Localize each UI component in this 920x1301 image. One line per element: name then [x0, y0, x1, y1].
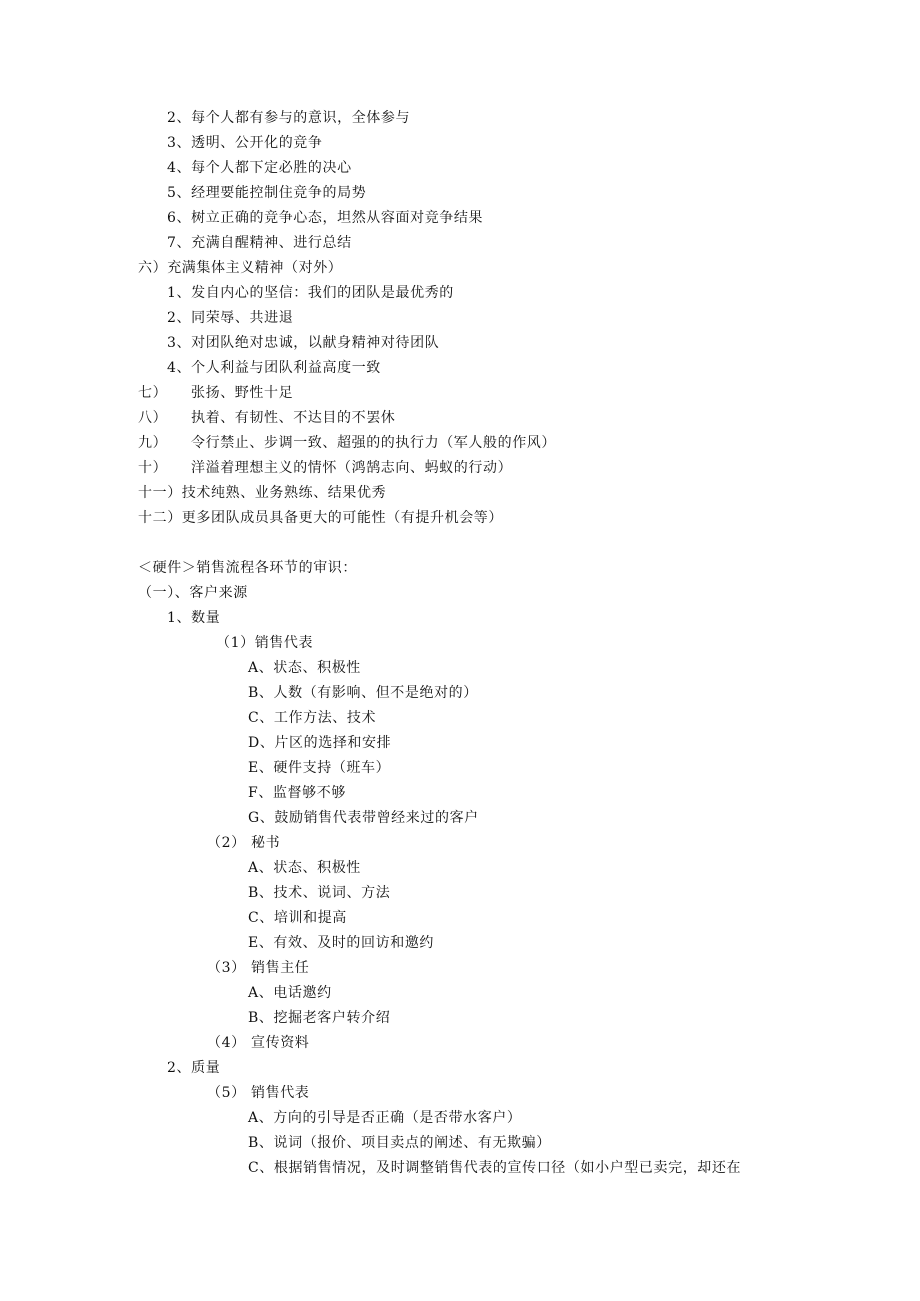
sub-number: （5）	[207, 1085, 246, 1101]
sub-text: 销售主任	[251, 960, 310, 976]
list-item: B、挖掘老客户转介绍	[248, 1010, 391, 1026]
text-line: 2、同荣辱、共进退	[167, 310, 294, 326]
list-item: B、说词（报价、项目卖点的阐述、有无欺骗）	[248, 1135, 551, 1151]
list-item: E、硬件支持（班车）	[248, 760, 391, 776]
section-heading	[138, 408, 395, 428]
text-line: 4、个人利益与团队利益高度一致	[167, 360, 381, 376]
list-item: E、有效、及时的回访和邀约	[248, 935, 435, 951]
list-item: G、鼓励销售代表带曾经来过的客户	[248, 810, 479, 826]
list-item: A、电话邀约	[248, 985, 332, 1001]
section-heading: 十二）更多团队成员具备更大的可能性（有提升机会等）	[138, 510, 503, 526]
section-text: 张扬、野性十足	[191, 385, 294, 401]
text-line: 3、对团队绝对忠诚，以献身精神对待团队	[167, 335, 440, 351]
section-text: 洋溢着理想主义的情怀（鸿鹄志向、蚂蚁的行动）	[191, 460, 513, 476]
section-heading	[138, 433, 556, 453]
sub-heading	[207, 958, 309, 978]
section-number: 八）	[138, 410, 168, 426]
sub-heading	[207, 1033, 309, 1053]
list-item: C、培训和提高	[248, 910, 347, 926]
sub-heading	[207, 833, 280, 853]
sub-text: 宣传资料	[251, 1035, 310, 1051]
list-item: A、状态、积极性	[248, 860, 361, 876]
section-number: 九）	[138, 435, 168, 451]
sub-heading: （1）销售代表	[216, 635, 314, 651]
section-text: 执着、有韧性、不达目的不罢休	[191, 410, 396, 426]
sub-text: 销售代表	[251, 1085, 310, 1101]
section-heading	[138, 458, 512, 478]
text-line: 2、质量	[167, 1060, 221, 1076]
text-line: 2、每个人都有参与的意识，全体参与	[167, 110, 411, 126]
text-line: 5、经理要能控制住竞争的局势	[167, 185, 367, 201]
section-number: 十）	[138, 460, 168, 476]
sub-number: （2）	[207, 835, 246, 851]
section-text: 令行禁止、步调一致、超强的的执行力（军人般的作风）	[191, 435, 556, 451]
list-item: B、技术、说词、方法	[248, 885, 391, 901]
text-line: 7、充满自醒精神、进行总结	[167, 235, 352, 251]
text-line: 1、发自内心的坚信：我们的团队是最优秀的	[167, 285, 454, 301]
text-line: 3、透明、公开化的竞争	[167, 135, 323, 151]
section-number: 七）	[138, 385, 168, 401]
sub-number: （4）	[207, 1035, 246, 1051]
section-heading	[138, 383, 293, 403]
section-heading: （一）、客户来源	[138, 585, 248, 601]
sub-heading	[207, 1083, 309, 1103]
section-heading: 十一）技术纯熟、业务熟练、结果优秀	[138, 485, 387, 501]
chapter-heading: ＜硬件＞销售流程各环节的审识：	[138, 560, 357, 576]
section-heading: 六）充满集体主义精神（对外）	[138, 260, 343, 276]
sub-number: （3）	[207, 960, 246, 976]
list-item: C、工作方法、技术	[248, 710, 377, 726]
text-line: 1、数量	[167, 610, 221, 626]
list-item: F、监督够不够	[248, 785, 346, 801]
text-line: 6、树立正确的竞争心态，坦然从容面对竞争结果	[167, 210, 484, 226]
list-item: C、根据销售情况，及时调整销售代表的宣传口径（如小户型已卖完，却还在	[248, 1160, 742, 1176]
list-item: D、片区的选择和安排	[248, 735, 392, 751]
list-item: A、方向的引导是否正确（是否带水客户）	[248, 1110, 522, 1126]
text-line: 4、每个人都下定必胜的决心	[167, 160, 352, 176]
list-item: B、人数（有影响、但不是绝对的）	[248, 685, 478, 701]
list-item: A、状态、积极性	[248, 660, 361, 676]
sub-text: 秘书	[251, 835, 281, 851]
